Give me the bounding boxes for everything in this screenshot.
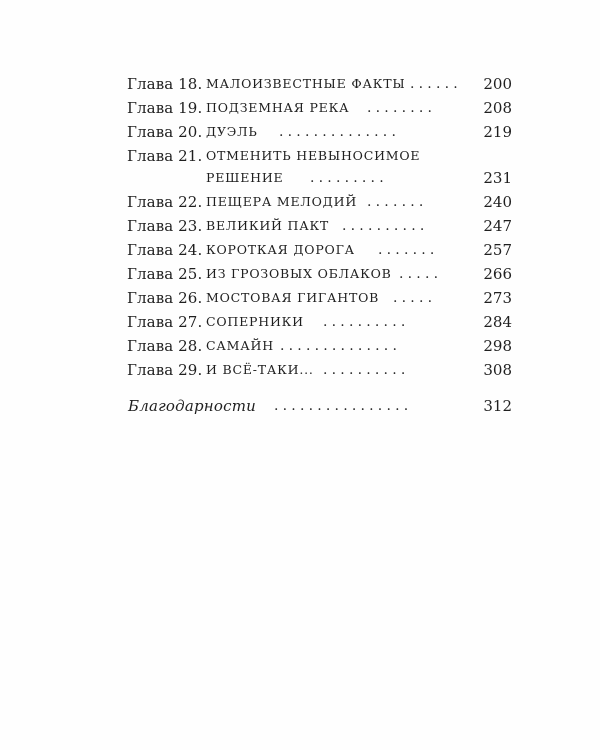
dot-leader: ..........	[323, 314, 410, 330]
page-number: 240	[483, 193, 512, 211]
dot-leader: .....	[393, 290, 437, 306]
chapter-title: МОСТОВАЯ ГИГАНТОВ	[206, 290, 380, 305]
chapter-title: КОРОТКАЯ ДОРОГА	[206, 242, 355, 257]
page-number: 257	[483, 241, 512, 259]
chapter-title: САМАЙН	[206, 338, 274, 353]
chapter-title: ВЕЛИКИЙ ПАКТ	[206, 218, 330, 233]
dot-leader: .........	[310, 170, 388, 186]
dot-leader: ..............	[279, 124, 401, 140]
page-number: 219	[483, 123, 512, 141]
dot-leader: ..........	[342, 218, 429, 234]
dot-leader: ......	[410, 76, 462, 92]
chapter-label: Глава 22.	[127, 193, 203, 211]
toc-entry-acknowledgements	[127, 394, 512, 418]
dot-leader: ........	[367, 100, 437, 116]
toc-entry-22	[127, 190, 512, 214]
chapter-title: ОТМЕНИТЬ НЕВЫНОСИМОЕ	[206, 148, 421, 163]
dot-leader: .....	[399, 266, 443, 282]
chapter-title: ДУЭЛЬ	[206, 124, 258, 139]
toc-entry-29	[127, 358, 512, 382]
dot-leader: ..........	[323, 362, 410, 378]
chapter-title: ИЗ ГРОЗОВЫХ ОБЛАКОВ	[206, 266, 392, 281]
chapter-title: СОПЕРНИКИ	[206, 314, 304, 329]
section-gap	[127, 382, 512, 394]
dot-leader: ................	[274, 398, 413, 414]
dot-leader: .......	[378, 242, 439, 258]
toc-entry-28	[127, 334, 512, 358]
page-number: 266	[483, 265, 512, 283]
chapter-label: Глава 23.	[127, 217, 203, 235]
chapter-label: Глава 29.	[127, 361, 203, 379]
page-number: 312	[483, 397, 512, 415]
toc-entry-25	[127, 262, 512, 286]
page-number: 231	[483, 169, 512, 187]
dot-leader: .......	[367, 194, 428, 210]
table-of-contents	[127, 72, 512, 418]
toc-entry-27	[127, 310, 512, 334]
page-number: 273	[483, 289, 512, 307]
page-number: 200	[483, 75, 512, 93]
dot-leader: ..............	[280, 338, 402, 354]
chapter-title: ПЕЩЕРА МЕЛОДИЙ	[206, 194, 358, 209]
chapter-title: И ВСЁ-ТАКИ...	[206, 362, 314, 377]
acknowledgements-title: Благодарности	[128, 397, 256, 415]
chapter-label: Глава 19.	[127, 99, 203, 117]
toc-entry-23	[127, 214, 512, 238]
chapter-label: Глава 21.	[127, 147, 203, 165]
page-number: 247	[483, 217, 512, 235]
chapter-label: Глава 18.	[127, 75, 203, 93]
toc-entry-21	[127, 144, 512, 166]
toc-entry-20	[127, 120, 512, 144]
chapter-label: Глава 25.	[127, 265, 203, 283]
page-number: 284	[483, 313, 512, 331]
toc-entry-21-continued	[127, 166, 512, 190]
toc-entry-19	[127, 96, 512, 120]
chapter-label: Глава 28.	[127, 337, 203, 355]
chapter-title: ПОДЗЕМНАЯ РЕКА	[206, 100, 350, 115]
chapter-label: Глава 27.	[127, 313, 203, 331]
chapter-title-continued: РЕШЕНИЕ	[206, 170, 284, 185]
page-number: 308	[483, 361, 512, 379]
chapter-title: МАЛОИЗВЕСТНЫЕ ФАКТЫ	[206, 76, 406, 91]
page-number: 208	[483, 99, 512, 117]
page-number: 298	[483, 337, 512, 355]
chapter-label: Глава 24.	[127, 241, 203, 259]
toc-entry-24	[127, 238, 512, 262]
toc-entry-18	[127, 72, 512, 96]
chapter-label: Глава 20.	[127, 123, 203, 141]
chapter-label: Глава 26.	[127, 289, 203, 307]
toc-entry-26	[127, 286, 512, 310]
